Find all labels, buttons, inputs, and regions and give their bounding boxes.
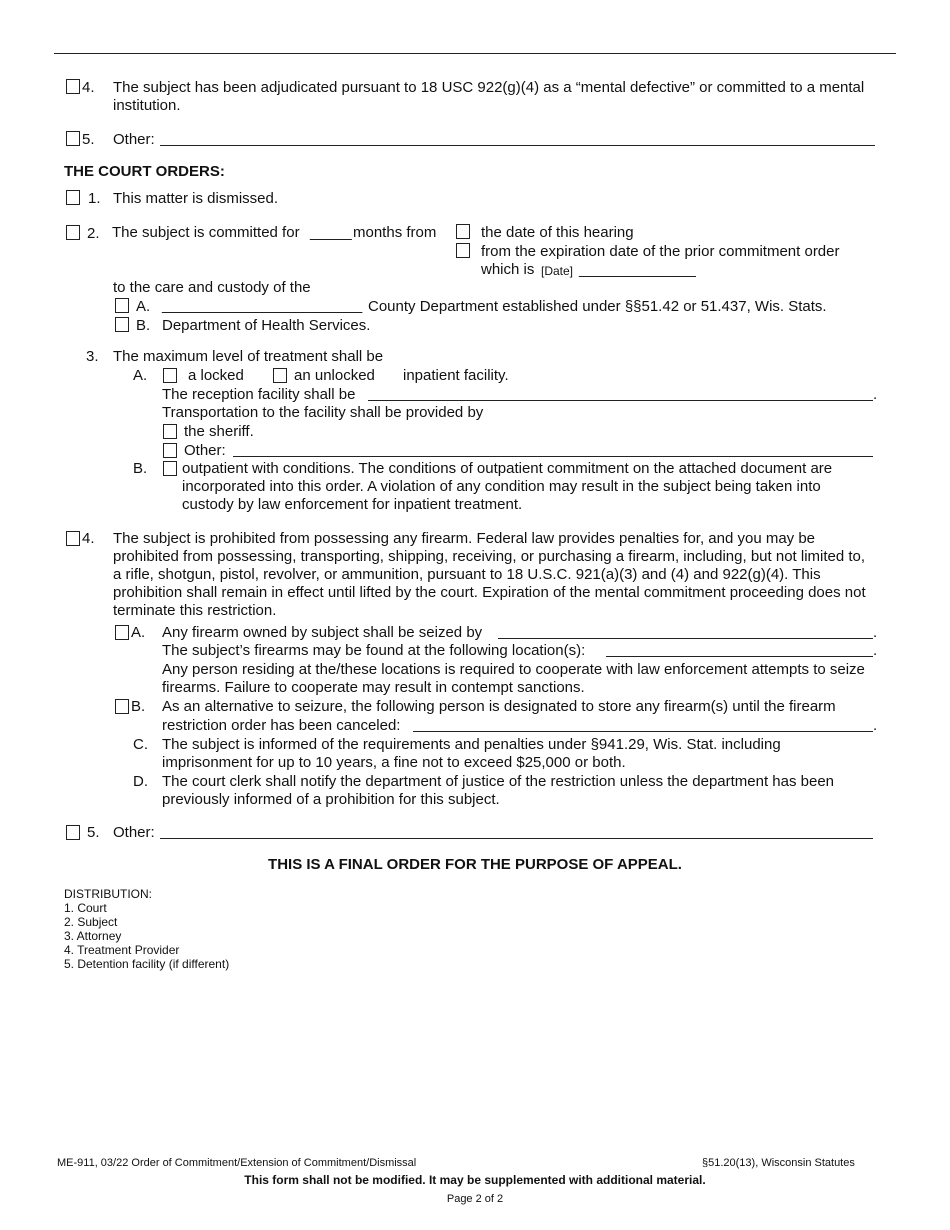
which-is-label: which is: [481, 261, 535, 278]
option-label: A.: [133, 367, 148, 384]
period: .: [873, 642, 878, 659]
checkbox-transport-other[interactable]: [163, 443, 177, 458]
checkbox-other-order[interactable]: [66, 825, 80, 840]
firearm-prohibition-text: The subject is prohibited from possessing any firearm. Federal law provides penalties for, and you may be prohibited from possessing, transporting, shipping, receiving, or purchasing a firearm, including, but not limited to, a rifle, shotgun, pistol, revolver, or ammunition, pursuant to 18 U.S.C. 921(a)(3) and (4) and 922(g)(4). This prohibition shall remain in effect until lifted by the court. Expiration of the mental commitment proceeding does not terminate this restriction.: [113, 530, 866, 619]
county-blank[interactable]: ________________________: [162, 297, 363, 314]
distribution-heading: DISTRIBUTION:: [64, 887, 153, 901]
distribution-item: 2. Subject: [64, 915, 118, 929]
sheriff-label: the sheriff.: [184, 423, 254, 440]
date-tag: [Date]: [541, 264, 574, 278]
form-id: ME-911, 03/22 Order of Commitment/Extension of Commitment/Dismissal: [57, 1157, 417, 1169]
dismissed-text: This matter is dismissed.: [113, 190, 279, 207]
order-number: 5.: [87, 824, 100, 841]
checkbox-locked[interactable]: [163, 368, 177, 383]
orders-heading: THE COURT ORDERS:: [64, 163, 225, 180]
checkbox-alternative-storage[interactable]: [115, 699, 129, 714]
other-order-field[interactable]: [160, 838, 873, 839]
option-label: B.: [131, 698, 146, 715]
option-label: A.: [131, 624, 146, 641]
county-dept-text: County Department established under §§51.42 or 51.437, Wis. Stats.: [368, 298, 827, 315]
order-number: 4.: [82, 530, 95, 547]
reception-field[interactable]: [368, 400, 873, 401]
transport-other-field[interactable]: [233, 456, 873, 457]
order-number: 1.: [88, 190, 101, 207]
checkbox-dhs[interactable]: [115, 317, 129, 332]
option-label: B.: [133, 460, 148, 477]
storage-text-1: As an alternative to seizure, the following person is designated to store any firearm(s) until the firearm: [162, 698, 836, 715]
distribution-list: [64, 887, 229, 971]
dhs-text: Department of Health Services.: [162, 317, 371, 334]
other-order-label: Other:: [113, 824, 155, 841]
transport-label: Transportation to the facility shall be provided by: [162, 404, 484, 421]
inpatient-label: inpatient facility.: [403, 367, 509, 384]
checkbox-other-top[interactable]: [66, 131, 80, 146]
checkbox-dismissed[interactable]: [66, 190, 80, 205]
option-label: B.: [136, 317, 151, 334]
checkbox-outpatient[interactable]: [163, 461, 177, 476]
checkbox-adjudicated[interactable]: [66, 79, 80, 94]
distribution-item: 3. Attorney: [64, 929, 122, 943]
page-number: Page 2 of 2: [446, 1193, 504, 1205]
penalties-text: The subject is informed of the requirements and penalties under §941.29, Wis. Stat. including imprisonment for up to 10 years, a fine not to exceed $25,000 or both.: [162, 736, 781, 771]
treatment-level-text: The maximum level of treatment shall be: [113, 348, 384, 365]
seized-by-field[interactable]: [498, 638, 873, 639]
committed-text-pre: The subject is committed for: [112, 224, 300, 241]
reception-label: The reception facility shall be: [162, 386, 356, 403]
period: .: [873, 717, 878, 734]
option-label: A.: [136, 298, 151, 315]
final-order-notice: THIS IS A FINAL ORDER FOR THE PURPOSE OF APPEAL.: [268, 856, 682, 873]
location-text: The subject’s firearms may be found at the following location(s):: [162, 642, 586, 659]
months-blank[interactable]: _____: [310, 224, 352, 241]
checkbox-firearm-seizure[interactable]: [115, 625, 129, 640]
checkbox-sheriff[interactable]: [163, 424, 177, 439]
checkbox-committed[interactable]: [66, 225, 80, 240]
committed-text-post: months from: [353, 224, 437, 241]
order-number: 3.: [86, 348, 99, 365]
distribution-item: 5. Detention facility (if different): [64, 957, 230, 971]
statute-reference: §51.20(13), Wisconsin Statutes: [702, 1157, 855, 1169]
period: .: [873, 624, 878, 641]
locked-label: a locked: [188, 367, 244, 384]
item-number: 4.: [82, 79, 95, 96]
option-label: C.: [133, 736, 148, 753]
checkbox-county-dept[interactable]: [115, 298, 129, 313]
storage-person-field[interactable]: [413, 731, 873, 732]
checkbox-firearm-prohibition[interactable]: [66, 531, 80, 546]
location-field[interactable]: [606, 656, 873, 657]
adjudicated-text: The subject has been adjudicated pursuant to 18 USC 922(g)(4) as a “mental defective” or committed to a mental institution.: [113, 79, 865, 114]
checkbox-expiration-date[interactable]: [456, 243, 470, 258]
other-label: Other:: [113, 131, 155, 148]
other-top-field[interactable]: [160, 145, 875, 146]
outpatient-text: outpatient with conditions. The conditions of outpatient commitment on the attached document are incorporated into this order. A violation of any condition may result in the subject being taken into custody by law enforcement for inpatient treatment.: [182, 460, 833, 513]
storage-text-2: restriction order has been canceled:: [162, 717, 401, 734]
expiration-date-label: from the expiration date of the prior commitment order: [481, 243, 840, 260]
modification-notice: This form shall not be modified. It may be supplemented with additional material.: [244, 1173, 706, 1187]
distribution-item: 4. Treatment Provider: [64, 943, 180, 957]
notify-doj-text: The court clerk shall notify the department of justice of the restriction unless the department has been previously informed of a prohibition for this subject.: [162, 773, 835, 808]
header-rule: [54, 53, 896, 54]
item-number: 5.: [82, 131, 95, 148]
care-custody-text: to the care and custody of the: [113, 279, 311, 296]
unlocked-label: an unlocked: [294, 367, 375, 384]
option-label: D.: [133, 773, 148, 790]
date-of-hearing-label: the date of this hearing: [481, 224, 634, 241]
order-number: 2.: [87, 225, 100, 242]
date-blank[interactable]: ______________: [579, 261, 696, 278]
cooperate-text: Any person residing at the/these locations is required to cooperate with law enforcement attempts to seize firearms. Failure to cooperate may result in contempt sanctions.: [162, 661, 865, 696]
transport-other-label: Other:: [184, 442, 226, 459]
checkbox-date-of-hearing[interactable]: [456, 224, 470, 239]
distribution-item: 1. Court: [64, 901, 107, 915]
seizure-text: Any firearm owned by subject shall be seized by: [162, 624, 483, 641]
checkbox-unlocked[interactable]: [273, 368, 287, 383]
period: .: [873, 386, 878, 403]
